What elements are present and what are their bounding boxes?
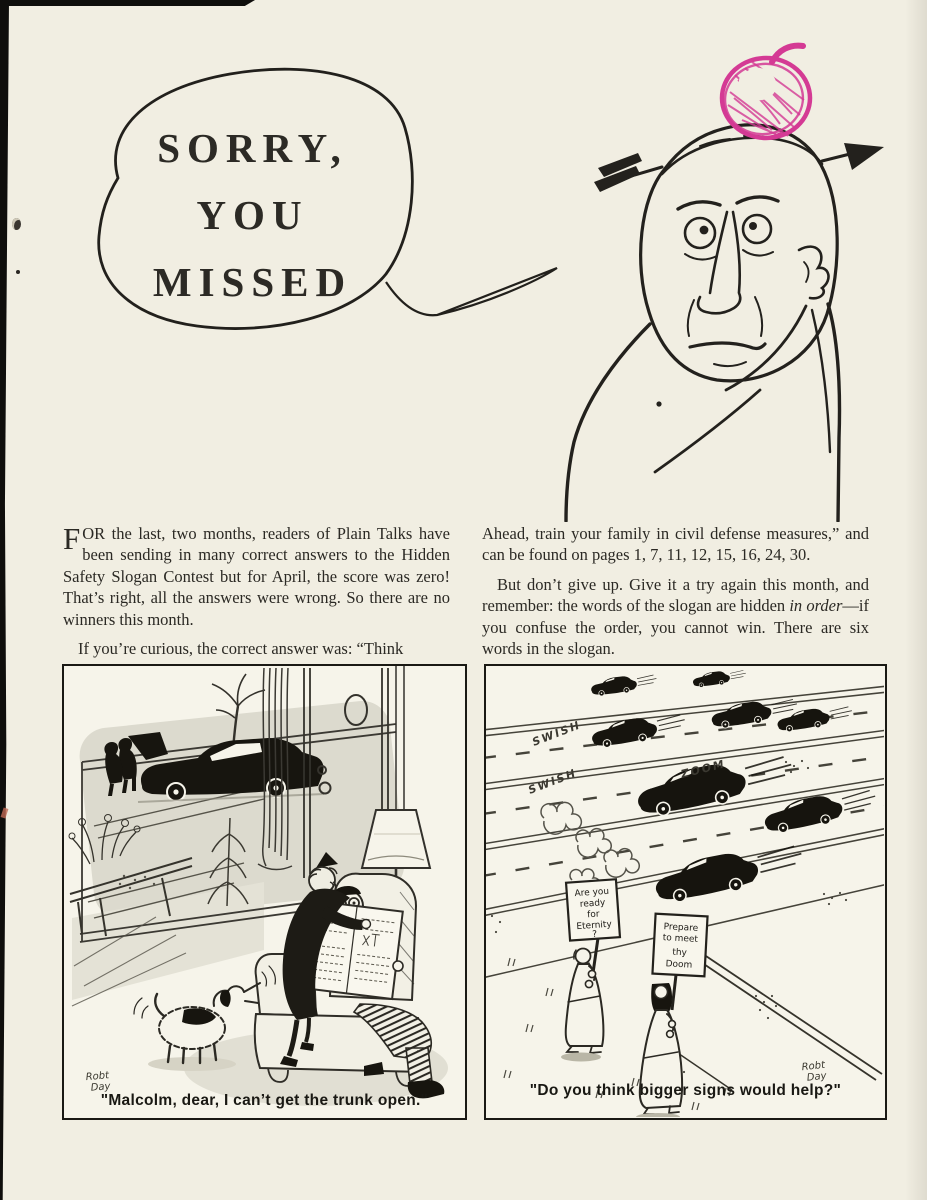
svg-text:ready: ready <box>579 898 606 910</box>
hand <box>669 1021 676 1028</box>
svg-text:Doom: Doom <box>665 959 693 971</box>
feet <box>567 1046 601 1053</box>
hand <box>588 970 595 977</box>
wag-marks <box>134 998 148 1018</box>
prophet-1 <box>561 949 603 1062</box>
headline-line-3: MISSED <box>152 259 353 305</box>
apple-stem <box>772 46 803 62</box>
sfx-swish: SWISH <box>530 718 583 749</box>
sfx-zoom: ZOOM <box>679 757 727 781</box>
car <box>590 672 658 697</box>
svg-text:Are you: Are you <box>574 886 610 900</box>
apple-highlight <box>739 68 776 101</box>
svg-text:Day: Day <box>806 1070 828 1084</box>
arrow-through-head <box>594 143 884 192</box>
svg-text:Robt: Robt <box>85 1070 110 1084</box>
car <box>692 668 747 688</box>
svg-text:Prepare: Prepare <box>663 922 699 934</box>
article-column-right <box>482 523 869 659</box>
svg-text:Eternity: Eternity <box>576 919 613 933</box>
svg-text:thy: thy <box>672 947 688 959</box>
paragraph: FOR the last, two months, readers of Plain Talks have been sending in many correct answers to the Hidden Safety Slogan Contest but for April, the score was zero! That’s right, all the answers were wrong. So there are no winners this month. <box>63 521 450 629</box>
paragraph: If you’re curious, the correct answer was: “Think <box>78 639 404 659</box>
sign-are-you-ready <box>566 879 620 980</box>
headline-line-1: SORRY, <box>157 125 348 171</box>
svg-text:for: for <box>586 909 600 921</box>
svg-text:Robt: Robt <box>801 1059 826 1074</box>
sfx-swish: SWISH <box>526 766 579 797</box>
ear <box>220 990 231 1007</box>
article-column-left <box>63 523 450 659</box>
tail <box>155 994 164 1016</box>
shadow <box>561 1053 601 1062</box>
living-room-cartoon <box>64 666 464 1117</box>
svg-text:to meet: to meet <box>662 933 699 945</box>
scan-speck <box>16 270 20 274</box>
cartoon-panel-right <box>484 664 887 1120</box>
artist-signature <box>801 1060 828 1084</box>
scan-edge-top <box>0 0 255 6</box>
shadow <box>636 1113 680 1117</box>
cartoon-panel-left <box>62 664 467 1120</box>
hand <box>667 1031 674 1038</box>
artist-signature <box>85 1070 112 1094</box>
cartoon-caption-right: "Do you think bigger signs would help?" <box>529 1082 842 1099</box>
hand <box>393 961 403 971</box>
william-tell-man <box>566 125 884 521</box>
arrowhead <box>844 143 884 170</box>
scan-shadow-right <box>905 0 927 1200</box>
paragraph: But don’t give up. Give it a try again this month, and remember: the words of the slogan are hidden in order—if you confuse the order, you cannot win. There are six words in the slogan. <box>482 574 869 659</box>
highway-cartoon <box>486 666 884 1117</box>
hand <box>585 980 592 987</box>
headline-line-2: YOU <box>196 192 309 238</box>
drop-cap: F <box>63 521 81 556</box>
cartoon-caption-left: "Malcolm, dear, I can’t get the trunk open." <box>100 1092 429 1109</box>
car <box>776 704 854 734</box>
svg-text:?: ? <box>592 929 598 941</box>
car <box>652 840 806 906</box>
paragraph: Ahead, train your family in civil defense measures,” and can be found on pages 1, 7, 11, 12, 15, 16, 24, 30. <box>482 524 869 565</box>
speech-bubble-tail <box>386 268 557 315</box>
scan-speck <box>12 218 21 230</box>
svg-text:Day: Day <box>90 1081 111 1094</box>
